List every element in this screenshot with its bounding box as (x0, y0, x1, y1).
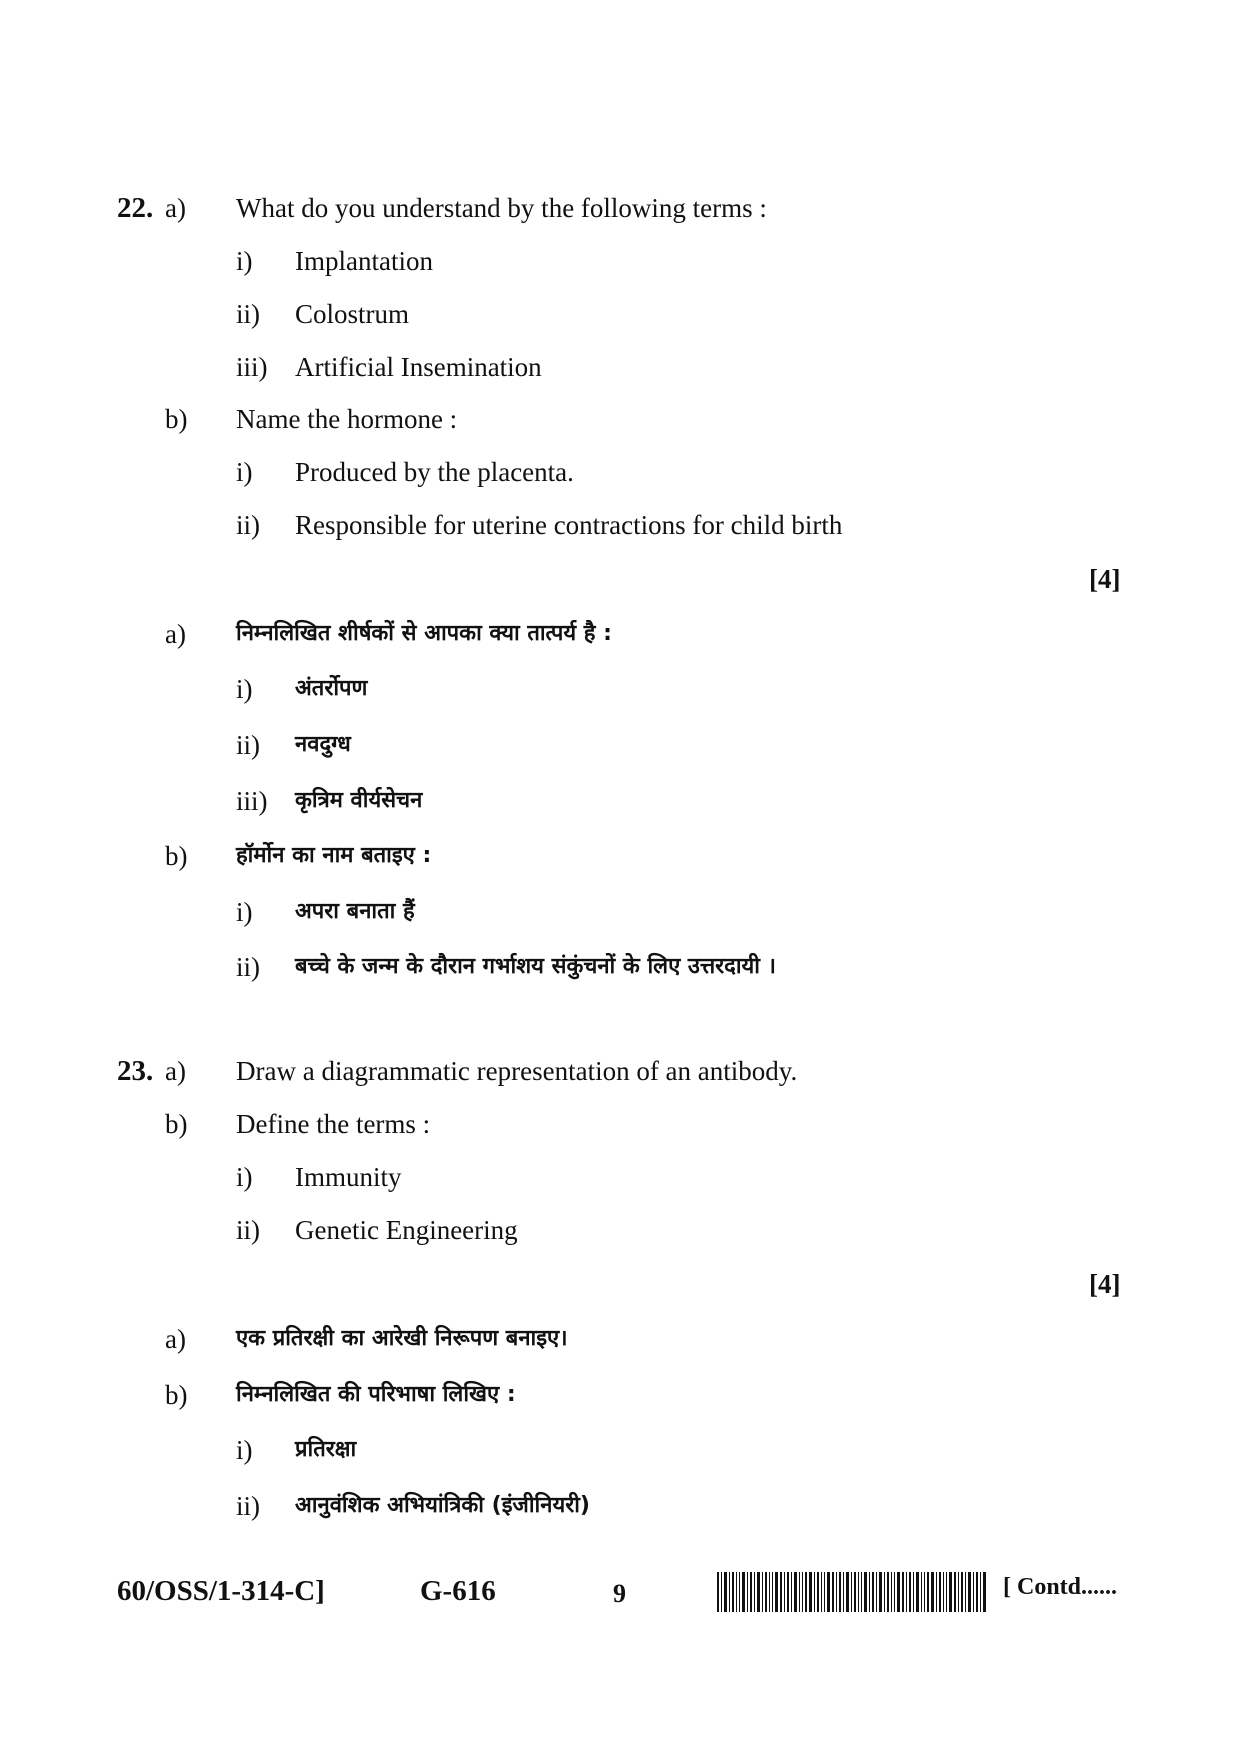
continued-label: [ Contd...... (1003, 1574, 1118, 1600)
paper-code: 60/OSS/1-314-C] (117, 1575, 325, 1607)
item-text: Immunity (295, 1162, 402, 1192)
item-label: ii) (236, 510, 260, 540)
item-text: Colostrum (295, 299, 410, 329)
question-text: Define the terms : (236, 1109, 431, 1139)
item-label: iii) (236, 786, 268, 816)
item-label: i) (236, 246, 253, 276)
part-label: b) (165, 1380, 188, 1410)
part-label: a) (165, 1056, 186, 1086)
item-text: Responsible for uterine contractions for child birth (295, 510, 843, 540)
part-label: b) (165, 1109, 188, 1139)
marks-label: [4] (1089, 564, 1121, 594)
question-text: What do you understand by the following terms : (236, 193, 767, 223)
question-number: 22. (117, 192, 154, 224)
item-label: i) (236, 457, 253, 487)
item-label: ii) (236, 1491, 260, 1521)
item-label: ii) (236, 1215, 260, 1245)
question-text-hindi: निम्नलिखित की परिभाषा लिखिए : (236, 1382, 516, 1407)
item-text-hindi: बच्चे के जन्म के दौरान गर्भाशय संकुंचनों के लिए उत्तरदायी । (295, 954, 776, 979)
item-text-hindi: अपरा बनाता हैं (295, 899, 415, 924)
item-text-hindi: आनुवंशिक अभियांत्रिकी (इंजीनियरी) (295, 1493, 590, 1518)
question-text-hindi: हॉर्मोन का नाम बताइए : (236, 843, 432, 868)
item-text-hindi: कृत्रिम वीर्यसेचन (295, 788, 423, 813)
item-text-hindi: प्रतिरक्षा (295, 1437, 357, 1462)
item-text-hindi: नवदुग्ध (295, 732, 351, 757)
marks-label: [4] (1089, 1269, 1121, 1299)
item-label: i) (236, 897, 253, 927)
item-label: ii) (236, 730, 260, 760)
page-number: 9 (613, 1579, 626, 1608)
item-text: Produced by the placenta. (295, 457, 574, 487)
paper-series: G-616 (420, 1575, 496, 1607)
item-label: iii) (236, 352, 268, 382)
item-text: Artificial Insemination (295, 352, 542, 382)
question-text: Name the hormone : (236, 404, 458, 434)
item-label: i) (236, 1162, 253, 1192)
question-text: Draw a diagrammatic representation of an antibody. (236, 1056, 798, 1086)
item-label: i) (236, 674, 253, 704)
part-label: a) (165, 619, 186, 649)
item-text: Implantation (295, 246, 433, 276)
part-label: b) (165, 841, 188, 871)
question-text-hindi: एक प्रतिरक्षी का आरेखी निरूपण बनाइए। (236, 1326, 568, 1351)
item-text: Genetic Engineering (295, 1215, 518, 1245)
item-text-hindi: अंतर्रोपण (295, 676, 368, 701)
item-label: ii) (236, 299, 260, 329)
item-label: ii) (236, 952, 260, 982)
item-label: i) (236, 1435, 253, 1465)
barcode-image (717, 1572, 987, 1612)
part-label: a) (165, 193, 186, 223)
question-text-hindi: निम्नलिखित शीर्षकों से आपका क्या तात्पर्य है : (236, 621, 612, 646)
part-label: a) (165, 1324, 186, 1354)
part-label: b) (165, 404, 188, 434)
question-number: 23. (117, 1055, 154, 1087)
